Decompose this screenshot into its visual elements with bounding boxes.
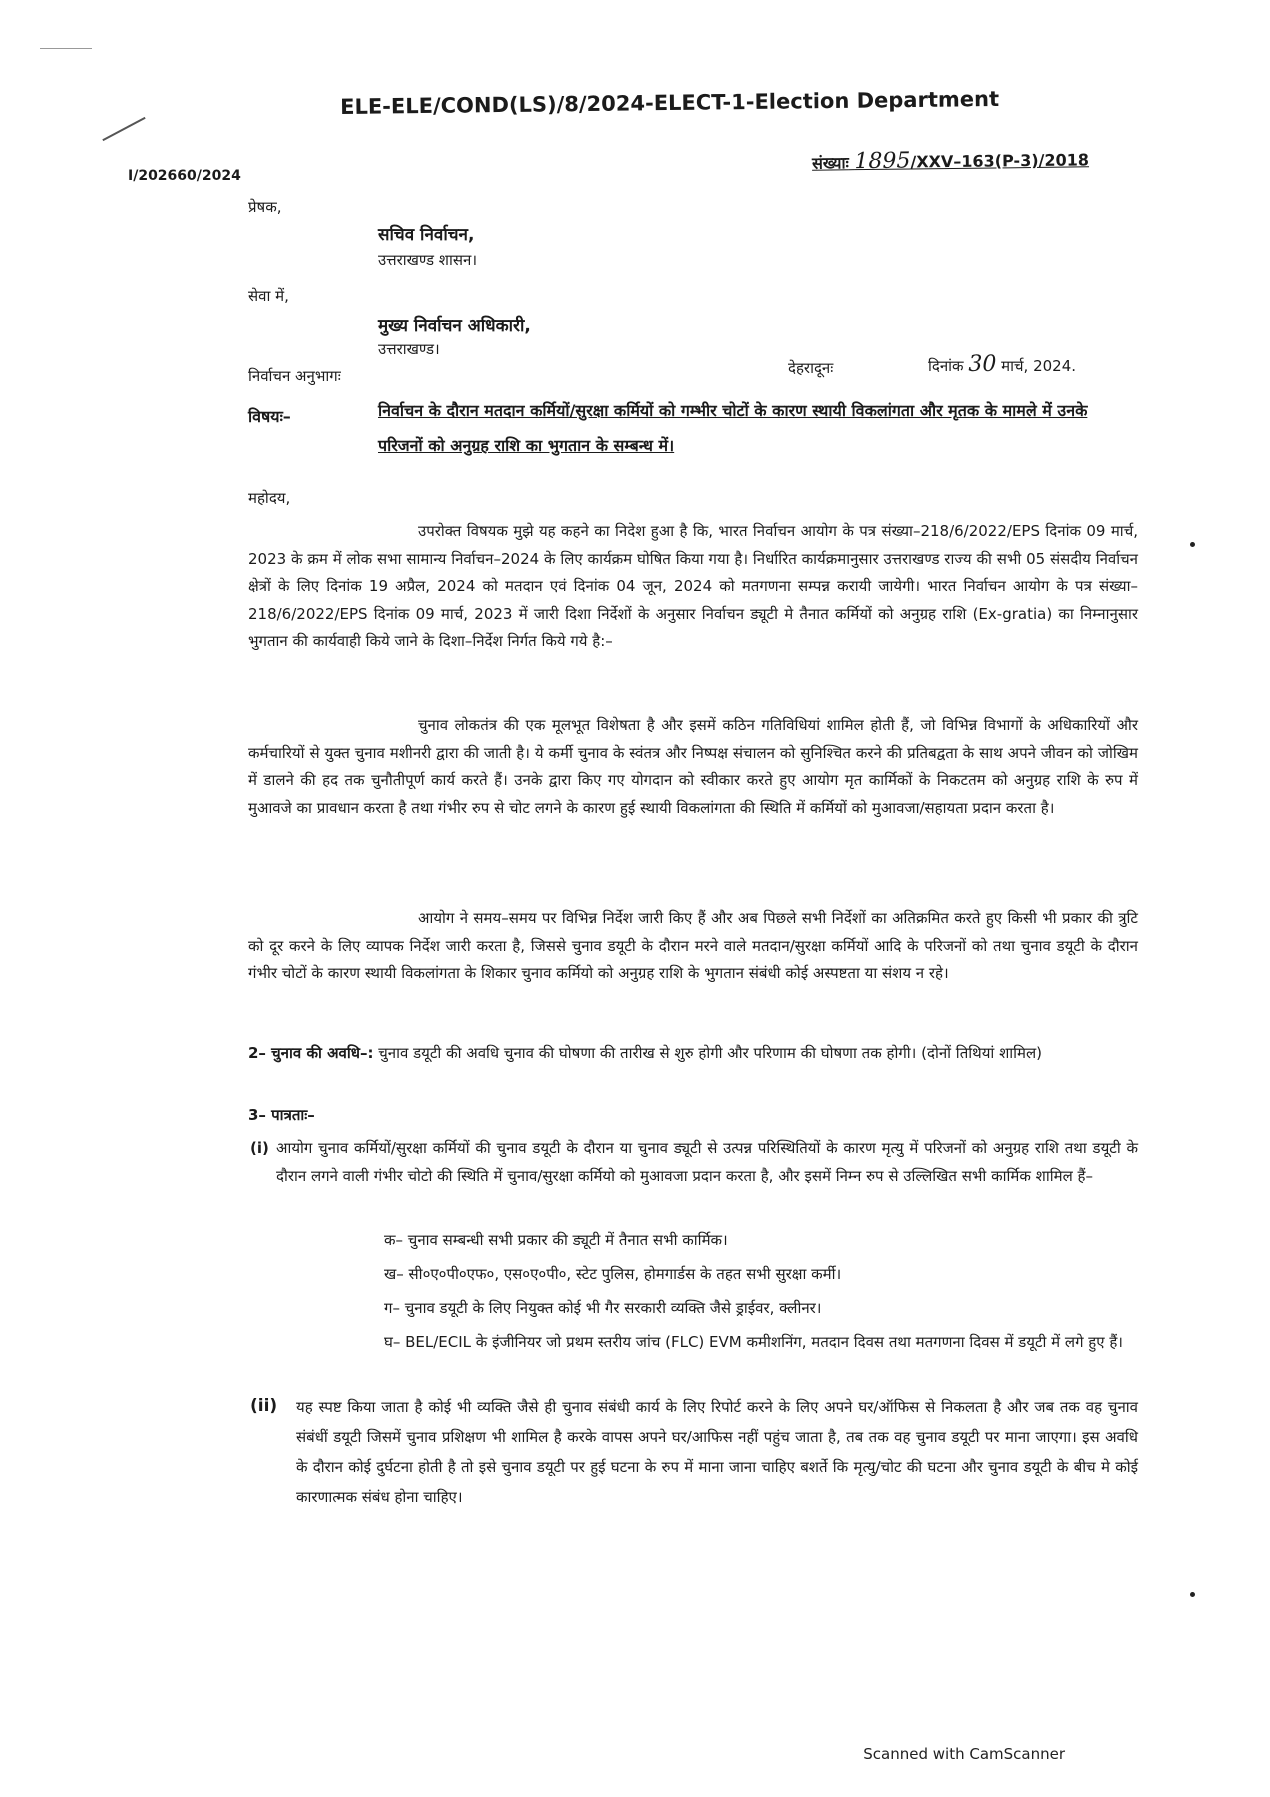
letter-number-handwritten: 1895 bbox=[854, 148, 911, 175]
subitem-gha: घ– BEL/ECIL के इंजीनियर जो प्रथम स्तरीय जांच (FLC) EVM कमीशनिंग, मतदान दिवस तथा मतगणना दिवस में डयूटी में लगे हुए हैं। bbox=[384, 1333, 1123, 1351]
salutation: महोदय, bbox=[248, 489, 291, 507]
section-3-heading: 3– पात्रताः– bbox=[248, 1106, 315, 1124]
subitem-ga: ग– चुनाव डयूटी के लिए नियुक्त कोई भी गैर सरकारी व्यक्ति जैसे ड्राईवर, क्लीनर। bbox=[384, 1299, 822, 1317]
scan-dot bbox=[1190, 542, 1195, 547]
subject-label: विषयः– bbox=[248, 407, 291, 426]
recipient-place: उत्तराखण्ड। bbox=[378, 340, 440, 358]
scan-mark-top-left bbox=[40, 48, 92, 49]
section-2 bbox=[248, 1040, 1138, 1068]
letter-number-rest: /XXV–163(P-3)/2018 bbox=[910, 150, 1090, 172]
section-2-heading: 2– चुनाव की अवधि–: bbox=[248, 1044, 374, 1062]
date-prefix: दिनांक bbox=[928, 357, 964, 375]
paragraph-2: चुनाव लोकतंत्र की एक मूलभूत विशेषता है और इसमें कठिन गतिविधियां शामिल होती हैं, जो विभिन्न विभागों के अधिकारियों और कर्मचारियों से युक्त चुनाव मशीनरी द्वारा की जाती है। ये कर्मी चुनाव के स्वंतत्र और निष्पक्ष संचालन को सुनिश्चित करने की प्रतिबद्वता के साथ अपने जीवन को जोखिम में डालने की हद तक चुनौतीपूर्ण कार्य करते हैं। उनके द्वारा किए गए योगदान को स्वीकार करते हुए आयोग मृत कार्मिकों के निकटतम को अनुग्रह राशि के रुप में मुआवजे का प्रावधान करता है तथा गंभीर रुप से चोट लगने के कारण हुई स्थायी विकलांगता की स्थिति में कर्मियों को मुआवजा/सहायता प्रदान करता है। bbox=[248, 716, 1138, 817]
sender-org: उत्तराखण्ड शासन। bbox=[378, 251, 478, 269]
scan-dot bbox=[1190, 1592, 1195, 1597]
subject-text: निर्वाचन के दौरान मतदान कर्मियों/सुरक्षा कर्मियों को गम्भीर चोटों के कारण स्थायी विकलांगता और मृतक के मामले में उनके परिजनों को अनुग्रह राशि का भुगतान के सम्बन्ध में। bbox=[378, 401, 1088, 455]
letter-number bbox=[812, 146, 1089, 174]
scanner-watermark: Scanned with CamScanner bbox=[863, 1745, 1065, 1763]
inward-number: I/202660/2024 bbox=[128, 168, 241, 184]
item-i-marker: (i) bbox=[250, 1139, 269, 1157]
item-i-text: आयोग चुनाव कर्मियों/सुरक्षा कर्मियों की चुनाव डयूटी के दौरान या चुनाव ड्यूटी से उत्पन्न परिस्थितियों के कारण मृत्यु में परिजनों को अनुग्रह राशि तथा डयूटी के दौरान लगने वाली गंभीर चोटो की स्थिति में चुनाव/सुरक्षा कर्मियो को मुआवजा प्रदान करता है, और इसमें निम्न रुप से उल्लिखित सभी कार्मिक शामिल हैं– bbox=[276, 1139, 1138, 1185]
city-name: देहरादूनः bbox=[788, 359, 834, 377]
letter-number-label: संख्याः bbox=[811, 153, 849, 173]
letter-date bbox=[928, 352, 1076, 377]
item-ii-text: यह स्पष्ट किया जाता है कोई भी व्यक्ति जैसे ही चुनाव संबंधी कार्य के लिए रिपोर्ट करने के लिए अपने घर/ऑफिस से निकलता है और जब तक वह चुनाव संबंधीं डयूटी जिसमें चुनाव प्रशिक्षण भी शामिल है करके वापस अपने घर/आफिस नहीं पहुंच जाता है, तब तक वह चुनाव डयूटी पर माना जाएगा। इस अवधि के दौरान कोई दुर्घटना होती है तो इसे चुनाव डयूटी पर हुई घटना के रुप में माना जाना चाहिए बशर्ते कि मृत्यु/चोट की घटना और चुनाव डयूटी के बीच मे कोई कारणात्मक संबंध होना चाहिए। bbox=[296, 1398, 1138, 1506]
sender-label: प्रेषक, bbox=[248, 198, 282, 216]
date-month-year: मार्च, 2024. bbox=[1001, 357, 1077, 375]
paragraph-3: आयोग ने समय–समय पर विभिन्न निर्देश जारी किए हैं और अब पिछले सभी निर्देशों का अतिक्रमित करते हुए किसी भी प्रकार की त्रुटि को दूर करने के लिए व्यापक निर्देश जारी करता है, जिससे चुनाव डयूटी के दौरान मरने वाले मतदान/सुरक्षा कर्मियों आदि के परिजनों को तथा चुनाव डयूटी के दौरान गंभीर चोटों के कारण स्थायी विकलांगता के शिकार चुनाव कर्मियो को अनुग्रह राशि के भुगतान संबंधी कोई अस्पष्टता या संशय न रहे। bbox=[248, 909, 1138, 982]
section-name: निर्वाचन अनुभागः bbox=[248, 367, 341, 385]
recipient-name: मुख्य निर्वाचन अधिकारी, bbox=[378, 316, 531, 336]
recipient-label: सेवा में, bbox=[248, 287, 289, 305]
subitem-ka: क– चुनाव सम्बन्धी सभी प्रकार की ड्यूटी में तैनात सभी कार्मिक। bbox=[384, 1231, 728, 1249]
date-day-handwritten: 30 bbox=[968, 352, 997, 377]
section-2-text: चुनाव डयूटी की अवधि चुनाव की घोषणा की तारीख से शुरु होगी और परिणाम की घोषणा तक होगी। (दोनों तिथियां शामिल) bbox=[378, 1044, 1043, 1062]
sender-name: सचिव निर्वाचन, bbox=[378, 225, 475, 245]
paragraph-1: उपरोक्त विषयक मुझे यह कहने का निदेश हुआ है कि, भारत निर्वाचन आयोग के पत्र संख्या–218/6/2022/EPS दिनांक 09 मार्च, 2023 के क्रम में लोक सभा सामान्य निर्वाचन–2024 के लिए कार्यक्रम घोषित किया गया है। निर्धारित कार्यक्रमानुसार उत्तराखण्ड राज्य की सभी 05 संसदीय निर्वाचन क्षेत्रों के लिए दिनांक 19 अप्रैल, 2024 को मतदान एवं दिनांक 04 जून, 2024 को मतगणना सम्पन्न करायी जायेगी। भारत निर्वाचन आयोग के पत्र संख्या–218/6/2022/EPS दिनांक 09 मार्च, 2023 में जारी दिशा निर्देशों के अनुसार निर्वाचन ड्यूटी मे तैनात कर्मियों को अनुग्रह राशि (Ex-gratia) का निम्नानुसार भुगतान की कार्यवाही किये जाने के दिशा–निर्देश निर्गत किये गये है:– bbox=[248, 522, 1138, 650]
item-ii-marker: (ii) bbox=[250, 1396, 278, 1416]
subitem-kha: ख– सी०ए०पी०एफ०, एस०ए०पी०, स्टेट पुलिस, होमगार्डस के तहत सभी सुरक्षा कर्मी। bbox=[384, 1265, 842, 1283]
file-code: ELE-ELE/COND(LS)/8/2024-ELECT-1-Election Department bbox=[340, 86, 1000, 119]
pen-stroke-mark bbox=[102, 117, 145, 141]
